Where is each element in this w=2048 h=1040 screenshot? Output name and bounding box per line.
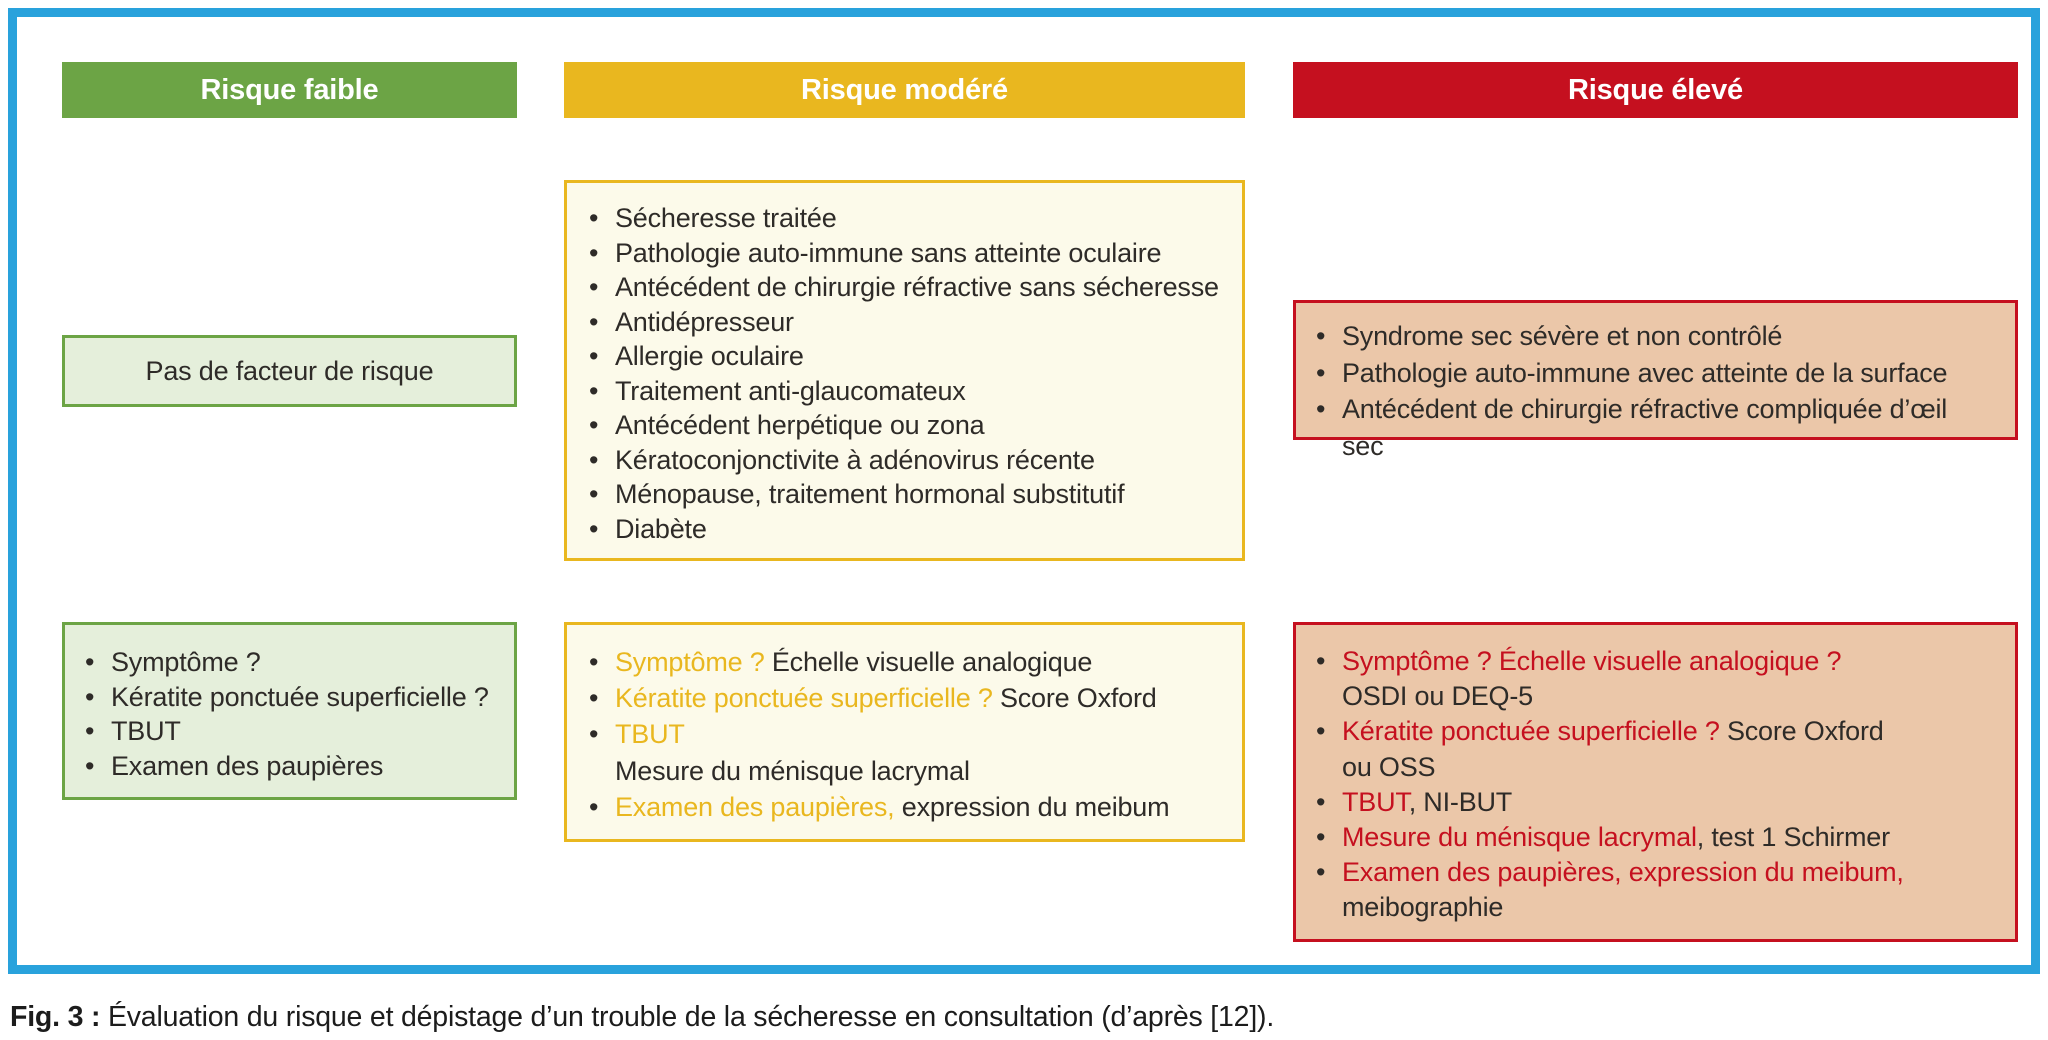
bullet-marker: • — [85, 716, 95, 746]
column-high-risk — [1293, 17, 2018, 965]
list-item — [589, 716, 1220, 752]
bullet-marker: • — [589, 791, 599, 822]
list-item-text: Kératite ponctuée superficielle ? Score Oxford — [615, 683, 1157, 714]
bullet-marker: • — [589, 513, 599, 544]
list-item — [85, 680, 494, 715]
list-item — [589, 789, 1220, 825]
list-item-text: TBUT, NI-BUT — [1342, 786, 1513, 817]
header-low-risk — [62, 62, 517, 118]
header-high-risk — [1293, 62, 2018, 118]
list-item — [589, 680, 1220, 716]
list-item-text: Kératoconjonctivite à adénovirus récente — [615, 444, 1095, 475]
list-item-text: Antécédent de chirurgie réfractive sans sécheresse — [615, 272, 1219, 302]
list-item-text: Antécédent de chirurgie réfractive compliquée d’œil sec — [1342, 394, 1948, 461]
list-item-text: Symptôme ? Échelle visuelle analogique ? — [1342, 646, 1842, 676]
bullet-marker: • — [589, 647, 599, 677]
bullet-marker: • — [589, 375, 599, 406]
bullet-marker: • — [589, 719, 599, 750]
list-item-text: Syndrome sec sévère et non contrôlé — [1342, 321, 1783, 351]
list-item — [589, 644, 1220, 680]
bullet-marker: • — [85, 681, 95, 712]
bullet-marker: • — [1316, 394, 1326, 424]
list-item-text: Examen des paupières — [111, 750, 384, 781]
bullet-marker: • — [1316, 321, 1326, 351]
bullet-marker: • — [85, 647, 95, 677]
bullet-marker: • — [589, 479, 599, 509]
header-moderate-risk — [564, 62, 1245, 118]
figure-frame — [8, 8, 2040, 974]
list-item-text: Examen des paupières, expression du meibum, — [1342, 857, 1904, 888]
caption-label: Fig. 3 : — [10, 1001, 101, 1033]
list-item-text: TBUT — [111, 716, 181, 746]
list-item-text: Sécheresse traitée — [615, 203, 837, 233]
list-item — [85, 714, 494, 749]
bullet-marker: • — [1316, 646, 1326, 676]
no-risk-factor-box — [62, 335, 517, 407]
list-item — [1316, 391, 1995, 464]
screening-box-high — [1293, 622, 2018, 942]
no-risk-factor-text: Pas de facteur de risque — [145, 355, 434, 386]
screening-box-moderate — [564, 622, 1245, 842]
bullet-marker: • — [1316, 357, 1326, 388]
list-item — [589, 201, 1220, 236]
header-low-risk-label: Risque faible — [200, 73, 379, 106]
header-moderate-risk-label: Risque modéré — [801, 73, 1008, 106]
list-item — [1316, 714, 1995, 749]
list-item — [1316, 644, 1995, 679]
bullet-marker: • — [589, 203, 599, 233]
list-item — [589, 236, 1220, 271]
list-item — [589, 408, 1220, 443]
bullet-marker: • — [589, 444, 599, 475]
list-item-continuation — [1316, 750, 1995, 785]
list-item — [85, 645, 494, 680]
list-item — [589, 339, 1220, 374]
list-item-continuation — [589, 753, 1220, 789]
list-item — [1316, 355, 1995, 392]
bullet-marker: • — [589, 306, 599, 337]
bullet-marker: • — [589, 341, 599, 371]
list-item — [1316, 318, 1995, 355]
list-item-text: Symptôme ? Échelle visuelle analogique — [615, 647, 1093, 677]
risk-factors-box-high — [1293, 300, 2018, 461]
list-item — [85, 749, 494, 784]
list-item-text: Symptôme ? — [111, 647, 261, 677]
list-item-text: Kératite ponctuée superficielle ? Score Oxford — [1342, 716, 1884, 747]
list-item-text: Antécédent herpétique ou zona — [615, 410, 985, 440]
list-item — [589, 270, 1220, 305]
list-item — [1316, 855, 1995, 890]
list-item-text: Mesure du ménisque lacrymal, test 1 Schirmer — [1342, 822, 1890, 853]
screening-box-low — [62, 622, 517, 800]
bullet-marker: • — [1316, 716, 1326, 747]
bullet-marker: • — [85, 750, 95, 781]
risk-factors-box-moderate — [564, 180, 1245, 561]
bullet-marker: • — [589, 683, 599, 714]
list-item-text: Antidépresseur — [615, 306, 794, 337]
bullet-marker: • — [589, 272, 599, 302]
bullet-marker: • — [589, 410, 599, 440]
list-item-text: Examen des paupières, expression du meibum — [615, 791, 1170, 822]
list-item-text: Diabète — [615, 513, 707, 544]
header-high-risk-label: Risque élevé — [1568, 73, 1743, 106]
list-item — [1316, 820, 1995, 855]
list-item — [589, 512, 1220, 547]
list-item — [589, 305, 1220, 340]
column-moderate-risk — [564, 17, 1245, 965]
caption-text: Évaluation du risque et dépistage d’un trouble de la sécheresse en consultation (d’après [12]). — [100, 1001, 1275, 1033]
list-item — [589, 477, 1220, 512]
list-item — [589, 443, 1220, 478]
list-item — [589, 374, 1220, 409]
list-item-text: Mesure du ménisque lacrymal — [615, 755, 970, 786]
bullet-marker: • — [1316, 822, 1326, 853]
list-item-text: Pathologie auto-immune avec atteinte de la surface — [1342, 357, 1948, 388]
list-item-text: Pathologie auto-immune sans atteinte oculaire — [615, 237, 1162, 268]
list-item-text: meibographie — [1342, 892, 1504, 923]
bullet-marker: • — [1316, 857, 1326, 888]
bullet-marker: • — [589, 237, 599, 268]
list-item-text: OSDI ou DEQ-5 — [1342, 681, 1533, 712]
bullet-marker: • — [1316, 786, 1326, 817]
list-item-continuation — [1316, 679, 1995, 714]
list-item — [1316, 785, 1995, 820]
list-item-text: Allergie oculaire — [615, 341, 804, 371]
list-item-text: ou OSS — [1342, 751, 1436, 782]
list-item-text: Traitement anti-glaucomateux — [615, 375, 966, 406]
figure-caption — [10, 1001, 1274, 1034]
list-item-text: TBUT — [615, 719, 685, 750]
column-low-risk — [62, 17, 517, 965]
list-item-text: Kératite ponctuée superficielle ? — [111, 681, 489, 712]
list-item-continuation — [1316, 890, 1995, 925]
list-item-text: Ménopause, traitement hormonal substitutif — [615, 479, 1125, 509]
